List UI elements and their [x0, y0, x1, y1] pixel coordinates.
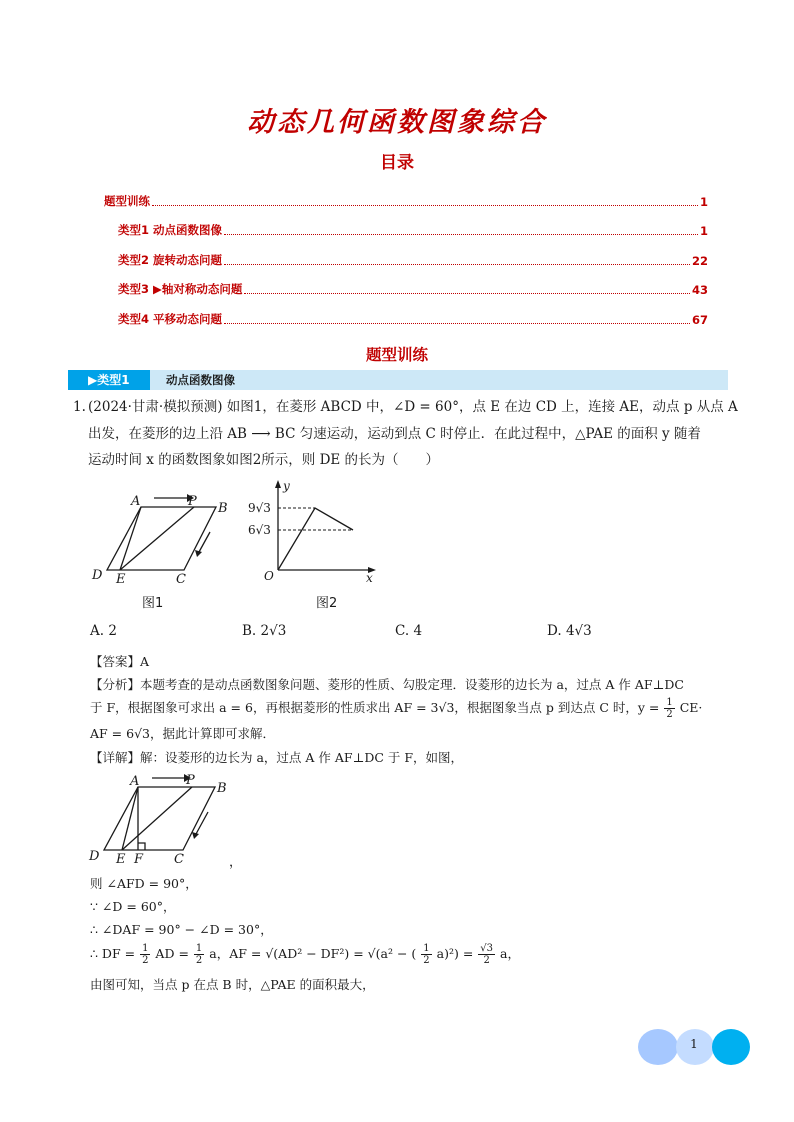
segment-ae [122, 787, 138, 850]
table-of-contents [104, 179, 708, 327]
toc-heading: 目录 [380, 153, 414, 173]
question-number: 1. [73, 399, 86, 415]
figure-1-rhombus [84, 490, 244, 615]
question-line-3: 运动时间 x 的函数图象如图2所示，则 DE 的长为（ ） [88, 452, 440, 468]
toc-item-training[interactable] [104, 179, 708, 209]
label-f: F [134, 852, 144, 867]
analysis-line-2-tail: CE· [679, 700, 703, 715]
badge-bubble-left [638, 1029, 678, 1065]
x-axis-label: x [366, 571, 373, 585]
option-text: 2√3 [260, 623, 287, 639]
fraction-denominator: 2 [483, 955, 490, 966]
toc-leader-dots [152, 205, 698, 206]
fraction-numerator: 1 [423, 943, 430, 954]
toc-item-page: 1 [699, 224, 708, 238]
option-text: 4 [413, 623, 423, 639]
toc-item-page: 67 [691, 312, 708, 327]
toc-item-type3[interactable] [104, 268, 708, 298]
solution-analysis-line-2 [90, 696, 738, 720]
solution-step-3: ∴ ∠DAF = 90° − ∠D = 30°， [90, 922, 273, 937]
step-4-part-b: AD = [155, 946, 189, 961]
fraction-numerator: √3 [480, 943, 494, 954]
figure-2-caption: 图2 [316, 596, 338, 611]
toc-item-page: 22 [691, 253, 708, 268]
figure-2-graph [240, 476, 380, 616]
fraction-denominator: 2 [142, 955, 149, 966]
label-b: B [217, 781, 227, 796]
analysis-line-2-text: 于 F，根据图象可求出 a = 6，再根据菱形的性质求出 AF = 3√3，根据图象当点 p 到达点 C 时，y = [90, 700, 660, 715]
label-b: B [218, 501, 228, 516]
option-text: 4√3 [565, 623, 592, 639]
page-number: 1 [690, 1037, 698, 1051]
document-title: 动态几何函数图象综合 [247, 107, 547, 138]
page-number-badge [638, 1027, 750, 1067]
origin-label: O [264, 569, 274, 583]
label-a: A [131, 494, 141, 509]
fraction-denominator: 2 [423, 955, 430, 966]
fraction-one-half [140, 943, 150, 966]
y-tick-6sqrt3: 6√3 [248, 523, 271, 537]
label-d: D [92, 568, 103, 583]
figure-3-trailing-comma: ， [229, 855, 243, 870]
fraction-denominator: 2 [666, 709, 673, 720]
fraction-one-half [664, 697, 674, 720]
figure-1-caption: 图1 [142, 596, 164, 611]
option-c[interactable] [395, 623, 422, 639]
motion-arrow-shaft-2 [199, 532, 210, 552]
type-banner [68, 370, 728, 390]
toc-item-type1[interactable] [104, 209, 708, 239]
right-angle-mark [138, 843, 145, 850]
step-4-part-e: a， [500, 946, 520, 961]
option-text: 2 [108, 623, 117, 639]
toc-item-label: 类型1 动点函数图像 [118, 223, 223, 237]
solution-analysis-line-3: AF = 6√3，据此计算即可求解． [90, 726, 275, 741]
label-c: C [176, 572, 186, 587]
figure-3-rhombus-altitude [84, 772, 254, 872]
label-e: E [116, 572, 126, 587]
solution-step-1: 则 ∠AFD = 90°， [90, 876, 198, 891]
y-axis-label: y [283, 479, 290, 493]
toc-item-type2[interactable] [104, 238, 708, 268]
badge-bubble-right [712, 1029, 750, 1065]
rhombus-outline [104, 787, 215, 850]
question-1 [73, 394, 738, 474]
type-name: 动点函数图像 [166, 373, 235, 387]
option-d[interactable] [547, 623, 592, 639]
solution-analysis-line-1: 【分析】本题考查的是动点函数图象问题、菱形的性质、勾股定理．设菱形的边长为 a，过点 A 作 AF⊥DC [90, 677, 684, 692]
type-tag: ▶类型1 [68, 370, 150, 390]
solution-step-5: 由图可知，当点 p 在点 B 时，△PAE 的面积最大， [90, 977, 375, 992]
fraction-denominator: 2 [195, 955, 203, 966]
step-4-part-a: ∴ DF = [90, 946, 136, 961]
fraction-sqrt3-over-2 [478, 943, 495, 966]
label-p: P [186, 773, 195, 788]
question-line-1: (2024·甘肃·模拟预测) 如图1，在菱形 ABCD 中，∠D = 60°，点 E 在边 CD 上，连接 AE，动点 p 从点 A [88, 399, 738, 415]
motion-arrow-shaft-2 [196, 812, 208, 834]
option-letter: D. [547, 623, 562, 639]
motion-arrow-head-2 [195, 550, 202, 557]
toc-item-label: 类型2 旋转动态问题 [118, 252, 223, 267]
label-e: E [116, 852, 126, 867]
section-title: 题型训练 [365, 346, 428, 364]
option-letter: A. [90, 623, 105, 639]
label-d: D [89, 849, 100, 864]
y-tick-9sqrt3: 9√3 [248, 501, 271, 515]
toc-leader-dots [224, 234, 698, 235]
toc-item-label: 类型4 平移动态问题 [118, 311, 223, 326]
question-line-2: 出发，在菱形的边上沿 AB ⟶ BC 匀速运动，运动到点 C 时停止．在此过程中，△PAE 的面积 y 随着 [88, 425, 701, 442]
fraction-numerator: 1 [666, 697, 673, 708]
toc-item-page: 43 [691, 283, 708, 297]
option-b[interactable] [242, 623, 286, 639]
toc-item-label: 题型训练 [104, 193, 150, 208]
label-a: A [130, 774, 140, 789]
toc-item-label: 类型3 ▶轴对称动态问题 [118, 282, 243, 296]
option-letter: B. [242, 623, 257, 639]
label-c: C [174, 852, 184, 867]
fraction-numerator: 1 [195, 943, 203, 954]
fraction-one-half [194, 943, 204, 966]
function-graph [278, 508, 353, 570]
solution-step-4 [90, 942, 738, 966]
step-4-part-d: a)²) = [436, 946, 474, 961]
solution-step-2: ∵ ∠D = 60°， [90, 899, 176, 914]
motion-arrow-head-2 [192, 832, 199, 839]
toc-item-page: 1 [699, 194, 708, 209]
toc-leader-dots [224, 323, 690, 324]
fraction-one-half [421, 943, 431, 966]
solution-answer: 【答案】A [90, 654, 150, 669]
fraction-numerator: 1 [142, 943, 149, 954]
toc-item-type4[interactable] [104, 297, 708, 327]
solution-detail-line-1: 【详解】解：设菱形的边长为 a，过点 A 作 AF⊥DC 于 F，如图， [90, 750, 464, 765]
option-a[interactable] [90, 623, 117, 639]
y-axis-arrow [275, 480, 281, 488]
toc-leader-dots [224, 264, 690, 265]
label-p: P [188, 494, 197, 509]
toc-leader-dots [244, 293, 690, 294]
option-letter: C. [395, 623, 410, 639]
step-4-part-c: a，AF = √(AD² − DF²) = √(a² − ( [209, 946, 417, 961]
